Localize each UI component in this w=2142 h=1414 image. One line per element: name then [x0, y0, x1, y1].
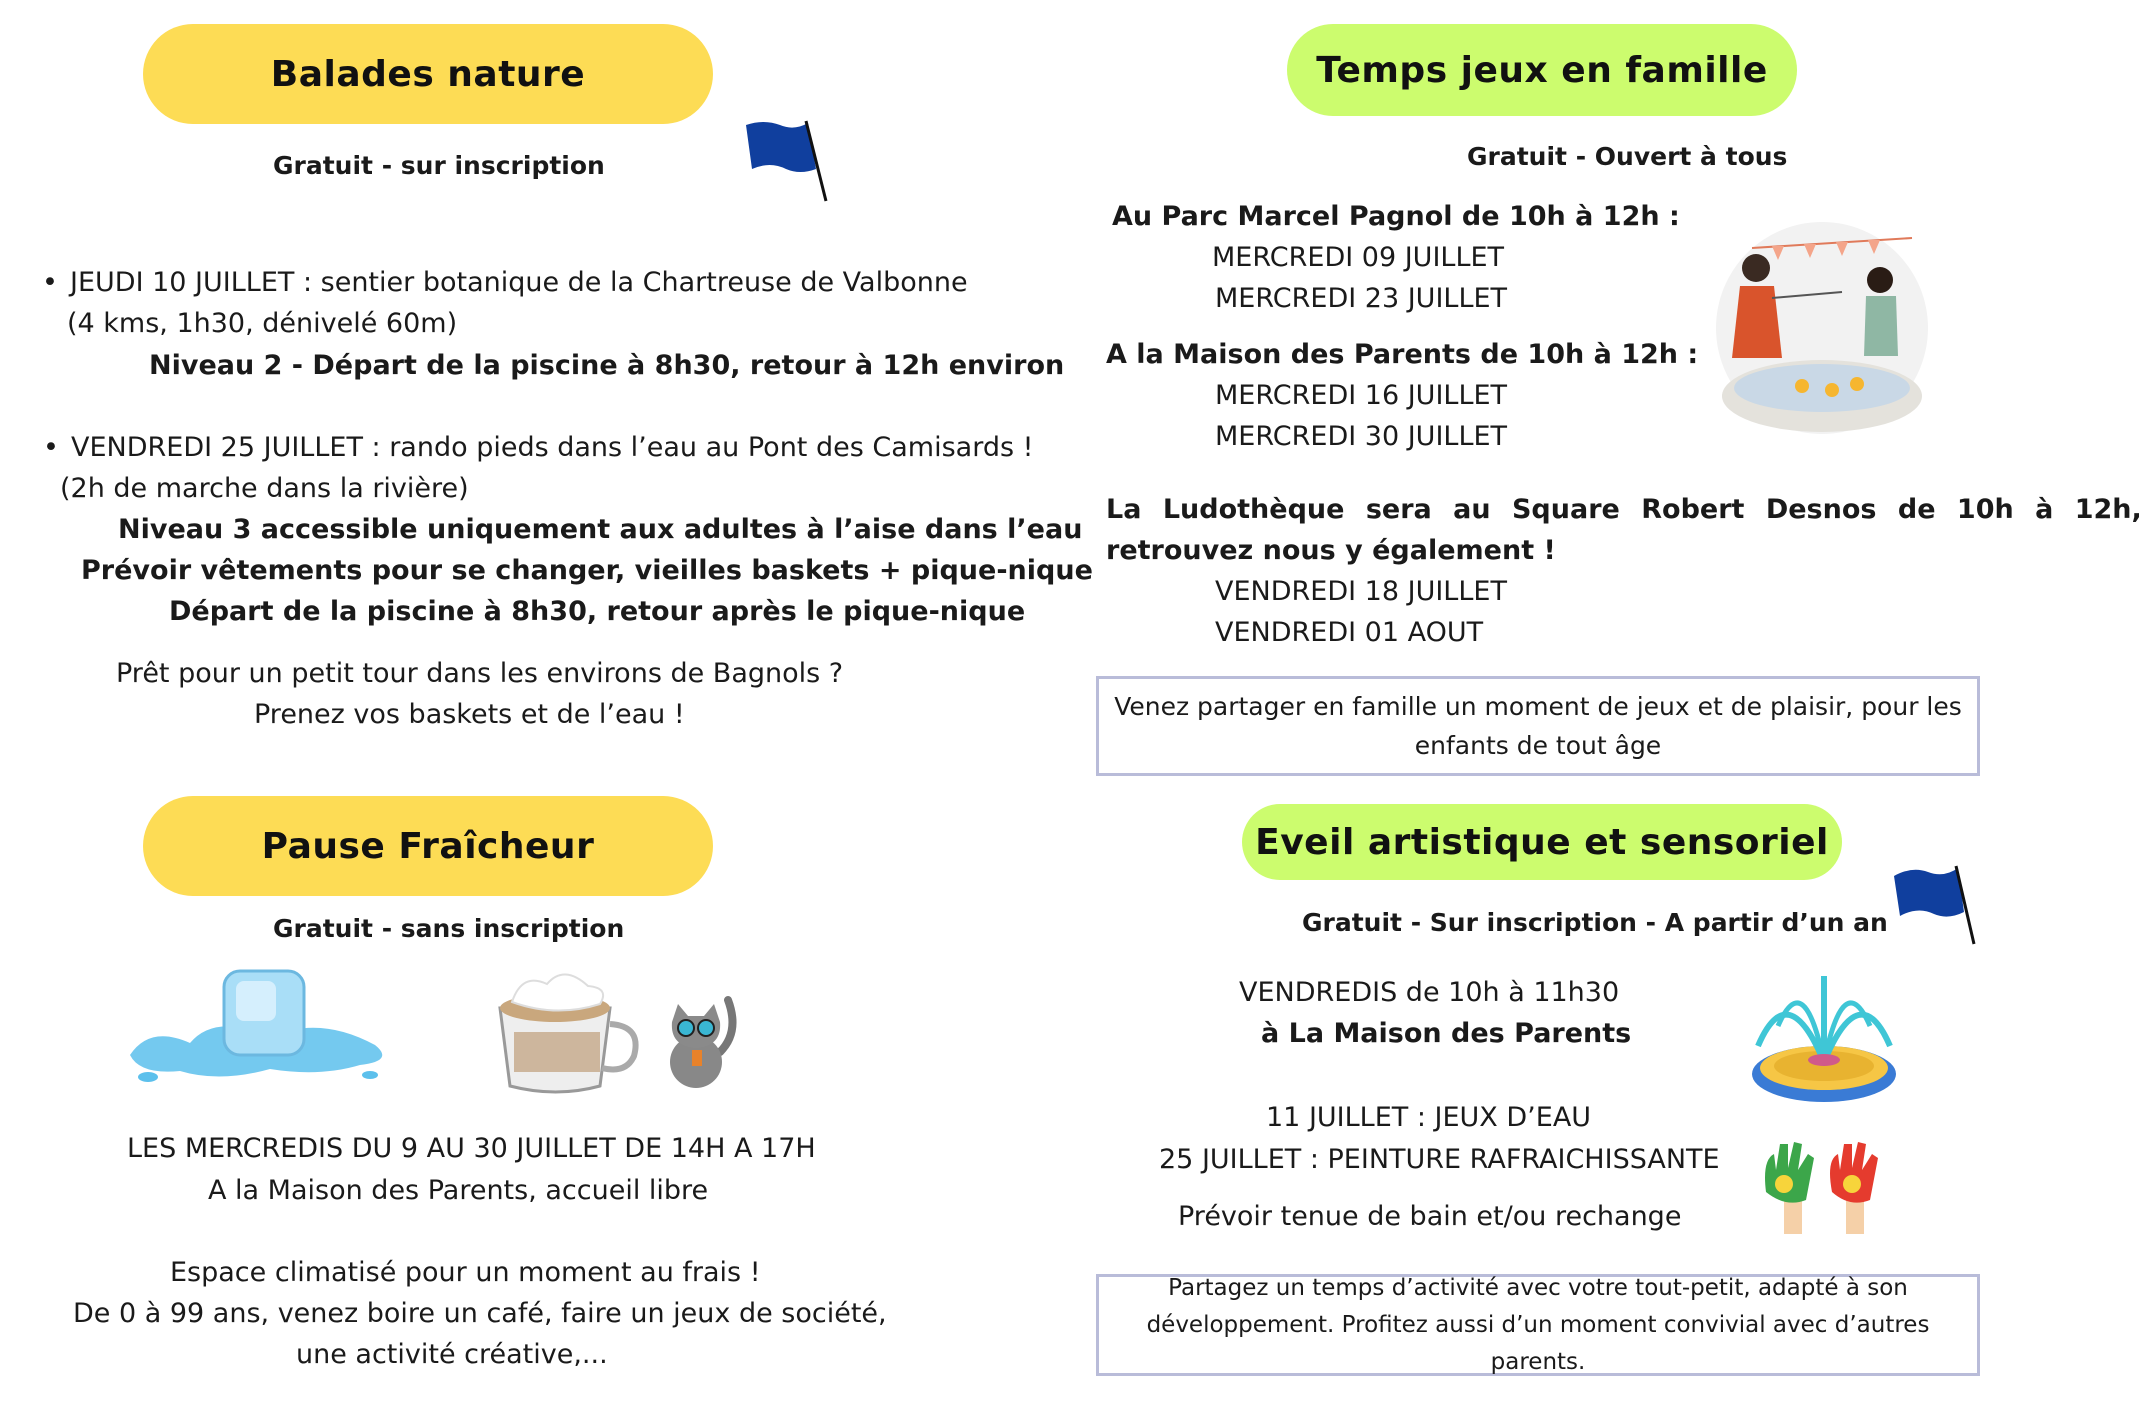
- jeux-ludo-date2: VENDREDI 01 AOUT: [1215, 617, 1484, 648]
- jeux-title-pill: [1287, 24, 1797, 116]
- jeux-ludo-line1: La Ludothèque sera au Square Robert Desnos de 10h à 12h,: [1106, 494, 2142, 525]
- balades-title-pill: [143, 24, 713, 124]
- balades-item1-line1: • JEUDI 10 JUILLET : sentier botanique de la Chartreuse de Valbonne: [70, 266, 968, 300]
- jeux-title: Temps jeux en famille: [1316, 49, 1768, 91]
- balades-item2-line1: • VENDREDI 25 JUILLET : rando pieds dans l’eau au Pont des Camisards !: [71, 431, 1033, 465]
- painted-hands-icon: [1756, 1140, 1892, 1236]
- eveil-line2: à La Maison des Parents: [1261, 1018, 1632, 1049]
- balades-item2-line5: Départ de la piscine à 8h30, retour après le pique-nique: [169, 596, 1026, 627]
- eveil-title: Eveil artistique et sensoriel: [1255, 821, 1829, 863]
- jeux-info-box: [1096, 676, 1980, 776]
- eveil-box-line2: développement. Profitez aussi d’un moment convivial avec d’autres parents.: [1146, 1311, 1930, 1375]
- eveil-line5: Prévoir tenue de bain et/ou rechange: [1178, 1201, 1682, 1232]
- pause-subtitle: Gratuit - sans inscription: [273, 914, 625, 943]
- jeux-ludo-line2: retrouvez nous y également !: [1106, 535, 1556, 566]
- pause-title: Pause Fraîcheur: [261, 825, 595, 867]
- balades-item2-line3: Niveau 3 accessible uniquement aux adultes à l’aise dans l’eau: [118, 514, 1083, 545]
- pause-line5: une activité créative,...: [296, 1339, 608, 1370]
- eveil-box-line1: Partagez un temps d’activité avec votre tout-petit, adapté à son: [1168, 1274, 1908, 1301]
- jeux-maison-heading: A la Maison des Parents de 10h à 12h :: [1106, 339, 1699, 370]
- jeux-maison-date1: MERCREDI 16 JUILLET: [1215, 380, 1508, 411]
- balades-title: Balades nature: [270, 53, 586, 95]
- eveil-info-box: [1096, 1274, 1980, 1376]
- jeux-ludo-date1: VENDREDI 18 JUILLET: [1215, 576, 1507, 607]
- eveil-line3: 11 JUILLET : JEUX D’EAU: [1266, 1102, 1592, 1133]
- coffee-cup-icon: [492, 962, 647, 1100]
- jeux-parc-date2: MERCREDI 23 JUILLET: [1215, 283, 1508, 314]
- cat-icon: [664, 992, 736, 1092]
- eveil-line4: 25 JUILLET : PEINTURE RAFRAICHISSANTE: [1159, 1144, 1720, 1175]
- pause-line1: LES MERCREDIS DU 9 AU 30 JUILLET DE 14H A 17H: [127, 1133, 816, 1164]
- flag-icon: [1892, 862, 1978, 948]
- jeux-box-line1: Venez partager en famille un moment de jeux et de plaisir, pour les: [1114, 692, 1962, 721]
- pause-title-pill: [143, 796, 713, 896]
- jeux-maison-date2: MERCREDI 30 JUILLET: [1215, 421, 1508, 452]
- eveil-line1: VENDREDIS de 10h à 11h30: [1239, 977, 1620, 1008]
- balades-subtitle: Gratuit - sur inscription: [273, 151, 605, 180]
- eveil-title-pill: [1242, 804, 1842, 880]
- balades-item1-line2: (4 kms, 1h30, dénivelé 60m): [67, 308, 458, 339]
- flag-icon: [742, 117, 832, 207]
- fountain-icon: [1748, 966, 1900, 1106]
- balades-closing-line2: Prenez vos baskets et de l’eau !: [254, 699, 685, 730]
- balades-item2-line4: Prévoir vêtements pour se changer, vieilles baskets + pique-nique: [81, 555, 1093, 586]
- jeux-parc-date1: MERCREDI 09 JUILLET: [1212, 242, 1505, 273]
- jeux-box-line2: enfants de tout âge: [1414, 731, 1662, 760]
- family-play-icon: [1712, 228, 1932, 444]
- jeux-parc-heading: Au Parc Marcel Pagnol de 10h à 12h :: [1112, 201, 1680, 232]
- pause-line2: A la Maison des Parents, accueil libre: [208, 1175, 709, 1206]
- jeux-subtitle: Gratuit - Ouvert à tous: [1467, 142, 1788, 171]
- balades-closing-line1: Prêt pour un petit tour dans les environs de Bagnols ?: [116, 658, 844, 689]
- eveil-subtitle: Gratuit - Sur inscription - A partir d’un an: [1302, 908, 1888, 937]
- pause-line3: Espace climatisé pour un moment au frais !: [170, 1257, 761, 1288]
- ice-cube-icon: [120, 965, 395, 1085]
- pause-line4: De 0 à 99 ans, venez boire un café, faire un jeux de société,: [73, 1298, 887, 1329]
- balades-item2-line2: (2h de marche dans la rivière): [60, 473, 469, 504]
- balades-item1-line3: Niveau 2 - Départ de la piscine à 8h30, retour à 12h environ: [149, 350, 1065, 381]
